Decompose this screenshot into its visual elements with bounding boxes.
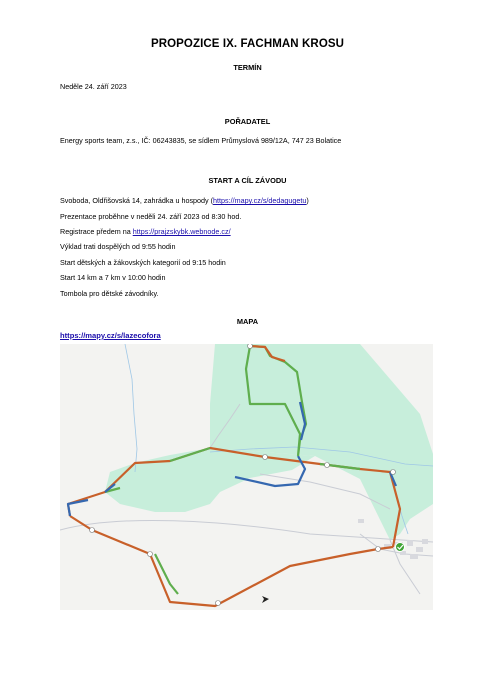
tombola-text: Tombola pro dětské závodníky. [60,289,159,298]
main-start-text: Start 14 km a 7 km v 10:00 hodin [60,273,166,282]
presentation-text: Prezentace proběhne v neděli 24. září 2023 od 8:30 hod. [60,212,242,221]
route-map[interactable] [60,344,433,610]
start-place-suffix: ) [306,196,309,205]
mapa-heading: MAPA [236,317,259,326]
kids-start-text: Start dětských a žákovských kategorií od 9:15 hodin [60,258,226,267]
map-link[interactable]: https://mapy.cz/s/lazecofora [60,331,161,340]
start-place-prefix: Svoboda, Oldřišovská 14, zahrádka u hospody ( [60,196,214,205]
termin-heading: TERMÍN [233,63,262,72]
route-south-loop [70,516,393,606]
route-map-svg [60,344,433,610]
start-place-link[interactable]: https://mapy.cz/s/dedagugetu [213,196,307,205]
poradatel-text: Energy sports team, z.s., IČ: 06243835, se sídlem Průmyslová 989/12A, 747 23 Bolatice [60,136,342,145]
registration-link[interactable]: https://prajzskybk.webnode.cz/ [132,227,231,236]
start-heading: START A CÍL ZÁVODU [208,176,287,185]
lecture-text: Výklad trati dospělých od 9:55 hodin [60,242,176,251]
direction-arrow-icon [262,596,269,603]
start-finish-marker [396,543,405,552]
termin-date: Neděle 24. září 2023 [60,82,127,91]
page-title: PROPOZICE IX. FACHMAN KROSU [150,38,345,50]
registration-prefix: Registrace předem na [60,227,133,236]
start-place [60,196,309,205]
poradatel-heading: POŘADATEL [224,117,271,126]
registration-line [60,227,231,236]
